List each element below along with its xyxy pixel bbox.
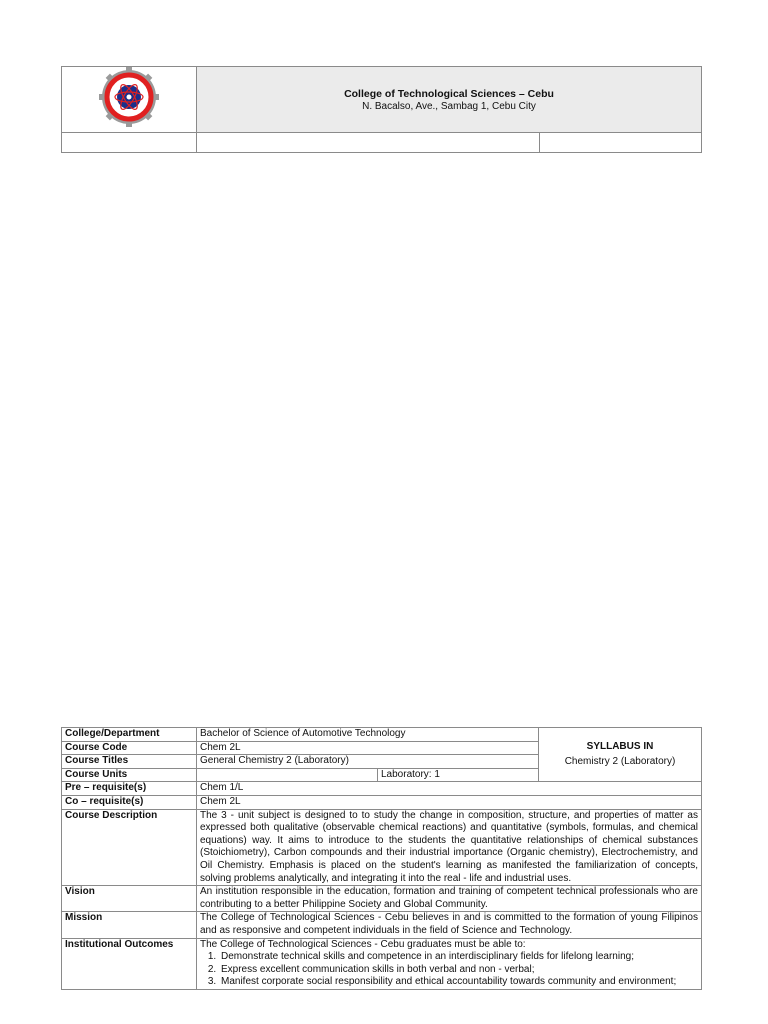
value-vision: An institution responsible in the education, formation and training of competent technical professionals who are contributing to a better Philippine Society and Global Community. (197, 886, 702, 912)
outcomes-list (200, 951, 698, 989)
outcomes-intro: The College of Technological Sciences - Cebu graduates must be able to: (200, 938, 526, 950)
value-mission: The College of Technological Sciences - Cebu believes in and is committed to the formation of young Filipinos and as responsive and competent individuals in the field of Science and Technology. (197, 912, 702, 938)
value-course-titles: General Chemistry 2 (Laboratory) (197, 755, 539, 769)
value-course-units (197, 768, 378, 782)
outcome-item: 3. Manifest corporate social responsibility and ethical accountability towards community and environment; (219, 976, 698, 989)
outcome-item: 2. Express excellent communication skills in both verbal and non - verbal; (219, 964, 698, 977)
header-table (61, 66, 702, 153)
syllabus-subtitle: Chemistry 2 (Laboratory) (564, 755, 676, 767)
label-course-titles: Course Titles (62, 755, 197, 769)
label-vision: Vision (62, 886, 197, 912)
label-mission: Mission (62, 912, 197, 938)
institution-name: College of Technological Sciences – Cebu (344, 87, 554, 100)
header-title-cell (197, 67, 702, 133)
label-prerequisite: Pre – requisite(s) (62, 782, 197, 796)
value-prerequisite: Chem 1/L (197, 782, 702, 796)
label-course-description: Course Description (62, 809, 197, 886)
label-course-code: Course Code (62, 741, 197, 755)
value-corequisite: Chem 2L (197, 795, 702, 809)
syllabus-title-cell (539, 728, 702, 782)
value-institutional-outcomes (197, 938, 702, 989)
header-empty-cell-1 (62, 133, 197, 153)
header-empty-cell-2 (197, 133, 540, 153)
value-college-department: Bachelor of Science of Automotive Technology (197, 728, 539, 742)
label-course-units: Course Units (62, 768, 197, 782)
header-empty-cell-3 (540, 133, 702, 153)
logo-cell (62, 67, 197, 133)
institution-address: N. Bacalso, Ave., Sambag 1, Cebu City (362, 100, 536, 112)
value-course-description: The 3 - unit subject is designed to to study the change in composition, structure, and properties of matter as expressed both qualitative (observable chemical reactions) and quantitative (symbols, formulas, and chemical equations) way. It aims to introduce to the students the quantitative relationships of chemical substances (Stoichiometry), Carbon compounds and their industrial importance (Organic chemistry), Electrochemistry, and Oil Chemistry. Emphasis is placed on the student's learning as manifested the familiarization of concepts, solving problems analytically, and integrating it into the real - life and industrial uses. (197, 809, 702, 886)
label-corequisite: Co – requisite(s) (62, 795, 197, 809)
label-college-department: College/Department (62, 728, 197, 742)
syllabus-table (61, 727, 702, 990)
outcome-item: 1. Demonstrate technical skills and competence in an interdisciplinary fields for lifelong learning; (219, 951, 698, 964)
college-seal-icon (99, 67, 159, 127)
value-course-code: Chem 2L (197, 741, 539, 755)
syllabus-title: SYLLABUS IN (586, 741, 654, 753)
value-course-units-lab: Laboratory: 1 (378, 768, 539, 782)
label-institutional-outcomes: Institutional Outcomes (62, 938, 197, 989)
